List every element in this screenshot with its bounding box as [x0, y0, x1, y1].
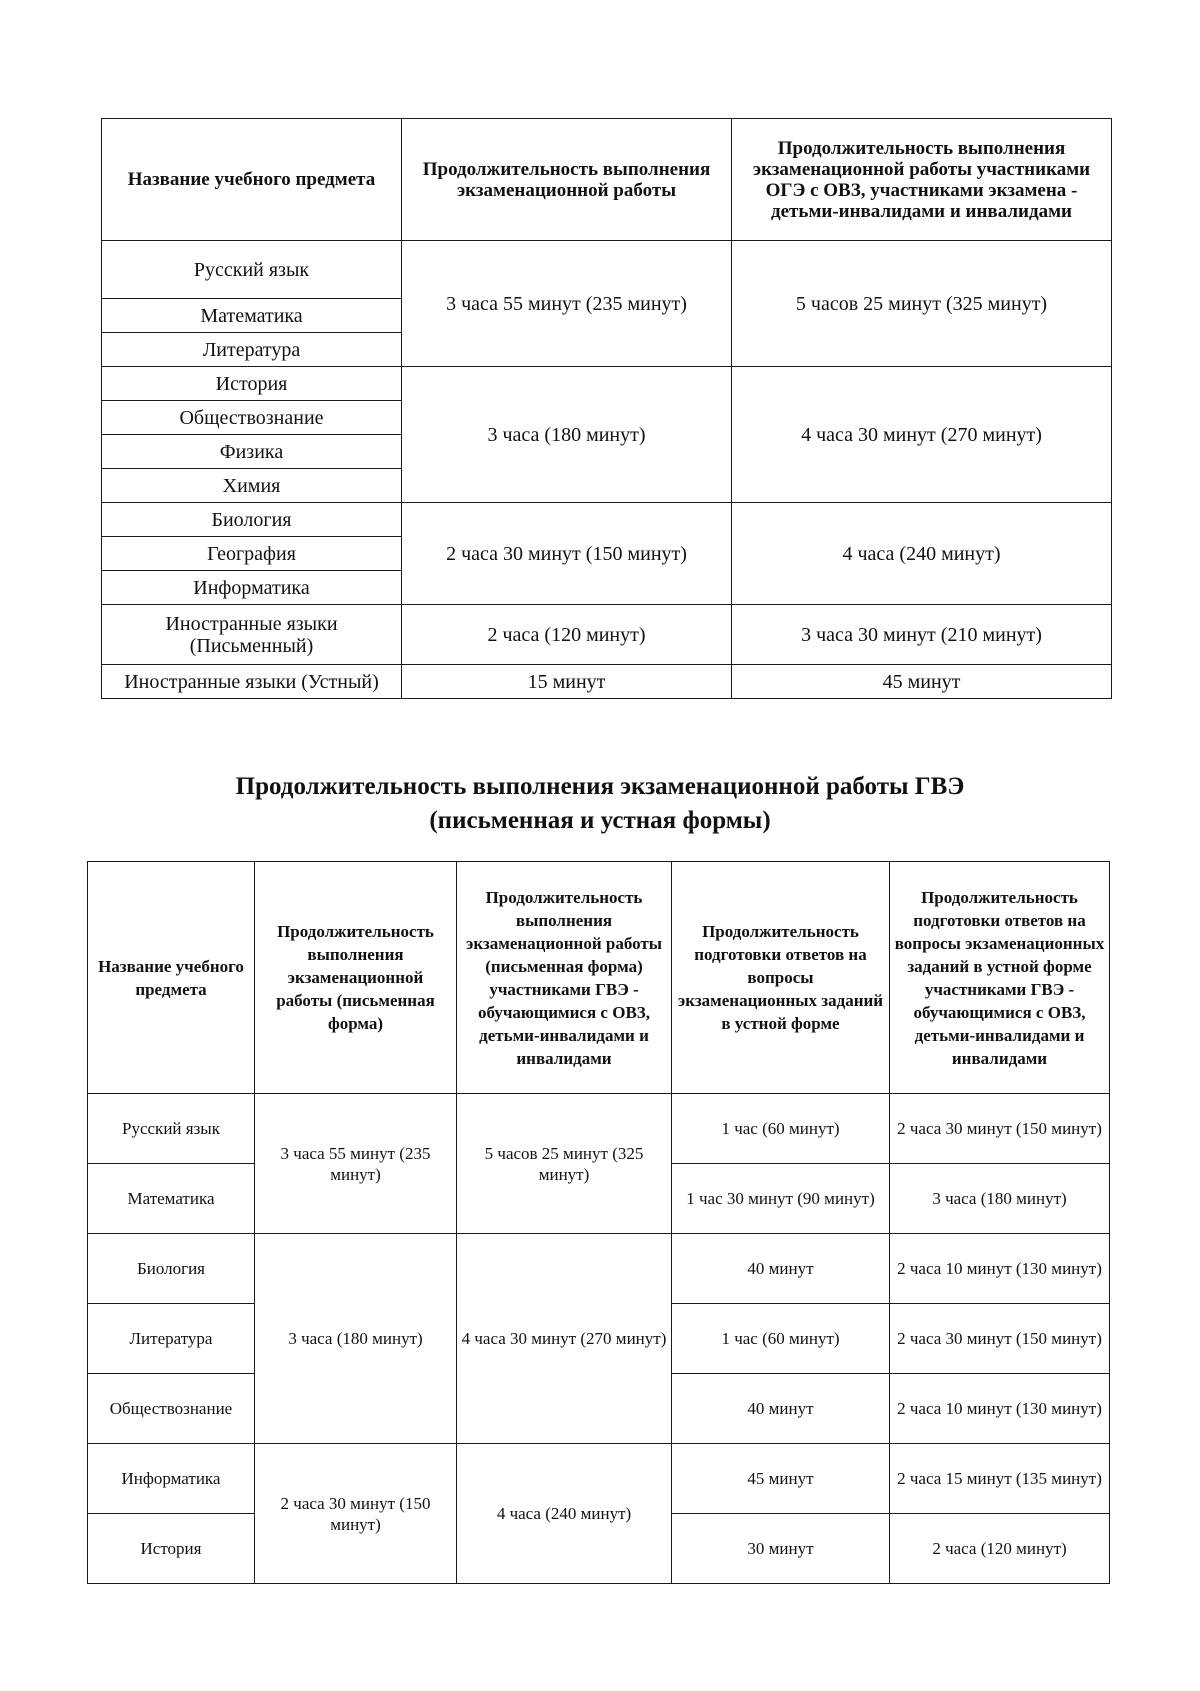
gve-duration-table [87, 861, 1110, 1584]
oral-prep-cell: 1 час (60 минут) [672, 1094, 890, 1164]
duration-cell: 3 часа (180 минут) [402, 367, 732, 503]
subject-cell: Информатика [102, 571, 402, 605]
header-subject: Название учебного предмета [88, 862, 255, 1094]
table-row [88, 1094, 1110, 1164]
duration-cell: 2 часа (120 минут) [402, 605, 732, 665]
header-duration: Продолжительность выполнения экзаменационной работы [402, 119, 732, 241]
header-oral-prep: Продолжительность подготовки ответов на вопросы экзаменационных заданий в устной форме [672, 862, 890, 1094]
oral-prep-ovz-cell: 2 часа 30 минут (150 минут) [890, 1304, 1110, 1374]
duration-ovz-cell: 5 часов 25 минут (325 минут) [732, 241, 1112, 367]
subject-cell: Химия [102, 469, 402, 503]
table-header-row [88, 862, 1110, 1094]
subject-cell: История [102, 367, 402, 401]
table-row [102, 367, 1112, 401]
written-duration-ovz-cell: 5 часов 25 минут (325 минут) [457, 1094, 672, 1234]
subject-cell: Русский язык [88, 1094, 255, 1164]
table-row [88, 1234, 1110, 1304]
subject-cell: Литература [102, 333, 402, 367]
section-title [0, 770, 1200, 838]
header-written-duration: Продолжительность выполнения экзаменационной работы (письменная форма) [255, 862, 457, 1094]
table-row [102, 503, 1112, 537]
header-subject: Название учебного предмета [102, 119, 402, 241]
oral-prep-ovz-cell: 2 часа 15 минут (135 минут) [890, 1444, 1110, 1514]
written-duration-ovz-cell: 4 часа 30 минут (270 минут) [457, 1234, 672, 1444]
subject-cell: Биология [102, 503, 402, 537]
duration-ovz-cell: 3 часа 30 минут (210 минут) [732, 605, 1112, 665]
oral-prep-ovz-cell: 3 часа (180 минут) [890, 1164, 1110, 1234]
duration-ovz-cell: 4 часа 30 минут (270 минут) [732, 367, 1112, 503]
table-row [102, 665, 1112, 699]
table-row [88, 1444, 1110, 1514]
oge-duration-table [101, 118, 1112, 699]
duration-cell: 15 минут [402, 665, 732, 699]
oral-prep-ovz-cell: 2 часа (120 минут) [890, 1514, 1110, 1584]
oral-prep-ovz-cell: 2 часа 30 минут (150 минут) [890, 1094, 1110, 1164]
written-duration-ovz-cell: 4 часа (240 минут) [457, 1444, 672, 1584]
subject-cell: Физика [102, 435, 402, 469]
oral-prep-cell: 1 час (60 минут) [672, 1304, 890, 1374]
table-header-row [102, 119, 1112, 241]
oral-prep-ovz-cell: 2 часа 10 минут (130 минут) [890, 1374, 1110, 1444]
subject-cell: Русский язык [102, 241, 402, 299]
written-duration-cell: 3 часа 55 минут (235 минут) [255, 1094, 457, 1234]
table-row [102, 605, 1112, 665]
subject-cell: Иностранные языки (Устный) [102, 665, 402, 699]
subject-cell: Информатика [88, 1444, 255, 1514]
duration-cell: 2 часа 30 минут (150 минут) [402, 503, 732, 605]
header-written-duration-ovz: Продолжительность выполнения экзаменационной работы (письменная форма) участниками ГВЭ - обучающимися с ОВЗ, детьми-инвалидами и инвалидами [457, 862, 672, 1094]
oral-prep-cell: 30 минут [672, 1514, 890, 1584]
written-duration-cell: 2 часа 30 минут (150 минут) [255, 1444, 457, 1584]
subject-cell: Математика [88, 1164, 255, 1234]
header-duration-ovz: Продолжительность выполнения экзаменационной работы участниками ОГЭ с ОВЗ, участниками экзамена - детьми-инвалидами и инвалидами [732, 119, 1112, 241]
section-title-line-2: (письменная и устная формы) [429, 807, 771, 834]
table-row [102, 241, 1112, 299]
subject-cell: География [102, 537, 402, 571]
oral-prep-cell: 1 час 30 минут (90 минут) [672, 1164, 890, 1234]
subject-cell: Биология [88, 1234, 255, 1304]
subject-cell: Литература [88, 1304, 255, 1374]
subject-cell: Математика [102, 299, 402, 333]
oral-prep-cell: 40 минут [672, 1234, 890, 1304]
oral-prep-cell: 45 минут [672, 1444, 890, 1514]
duration-cell: 3 часа 55 минут (235 минут) [402, 241, 732, 367]
duration-ovz-cell: 4 часа (240 минут) [732, 503, 1112, 605]
subject-cell: Иностранные языки (Письменный) [102, 605, 402, 665]
oral-prep-cell: 40 минут [672, 1374, 890, 1444]
duration-ovz-cell: 45 минут [732, 665, 1112, 699]
subject-cell: Обществознание [102, 401, 402, 435]
subject-cell: История [88, 1514, 255, 1584]
subject-cell: Обществознание [88, 1374, 255, 1444]
header-oral-prep-ovz: Продолжительность подготовки ответов на вопросы экзаменационных заданий в устной форме участниками ГВЭ - обучающимися с ОВЗ, детьми-инвалидами и инвалидами [890, 862, 1110, 1094]
written-duration-cell: 3 часа (180 минут) [255, 1234, 457, 1444]
oral-prep-ovz-cell: 2 часа 10 минут (130 минут) [890, 1234, 1110, 1304]
section-title-line-1: Продолжительность выполнения экзаменационной работы ГВЭ [235, 773, 965, 800]
